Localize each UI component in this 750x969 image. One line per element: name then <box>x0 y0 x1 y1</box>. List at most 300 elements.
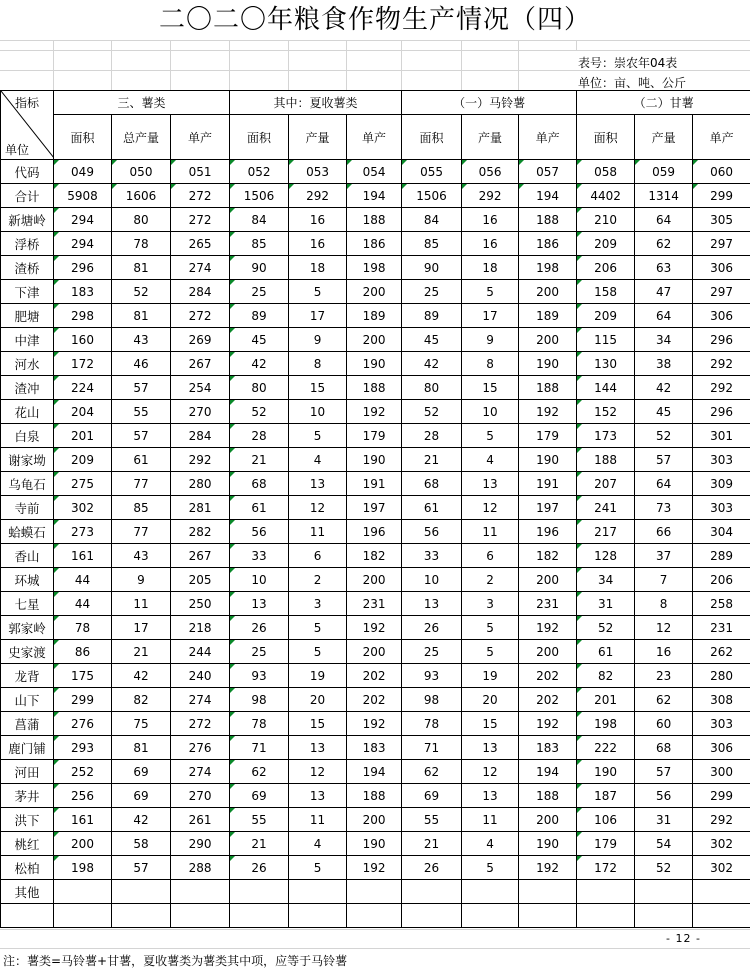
row-label: 渣桥 <box>1 256 54 280</box>
table-cell: 98 <box>230 688 289 712</box>
table-cell: 188 <box>519 208 577 232</box>
table-cell: 21 <box>112 640 171 664</box>
table-cell: 55 <box>402 808 462 832</box>
table-cell: 144 <box>577 376 635 400</box>
table-cell: 69 <box>112 784 171 808</box>
table-cell: 060 <box>693 160 750 184</box>
table-cell: 93 <box>230 664 289 688</box>
table-cell: 42 <box>112 664 171 688</box>
column-header: 产量 <box>289 115 347 160</box>
table-cell: 17 <box>289 304 347 328</box>
table-cell: 190 <box>519 448 577 472</box>
row-label: 下津 <box>1 280 54 304</box>
table-cell: 276 <box>54 712 112 736</box>
table-cell: 197 <box>347 496 402 520</box>
table-cell: 62 <box>230 760 289 784</box>
table-cell: 179 <box>577 832 635 856</box>
table-cell: 217 <box>577 520 635 544</box>
table-cell: 200 <box>347 280 402 304</box>
table-cell: 296 <box>693 328 750 352</box>
table-cell: 57 <box>635 760 693 784</box>
table-row <box>1 208 750 232</box>
table-cell: 57 <box>112 424 171 448</box>
table-cell: 191 <box>347 472 402 496</box>
row-label: 代码 <box>1 160 54 184</box>
table-cell: 160 <box>54 328 112 352</box>
total-row <box>1 184 750 208</box>
table-row <box>1 640 750 664</box>
table-cell: 98 <box>402 688 462 712</box>
table-cell: 64 <box>635 208 693 232</box>
row-label: 中津 <box>1 328 54 352</box>
table-cell: 289 <box>693 544 750 568</box>
column-header: 单产 <box>519 115 577 160</box>
table-cell: 78 <box>54 616 112 640</box>
table-cell: 256 <box>54 784 112 808</box>
table-cell: 61 <box>577 640 635 664</box>
table-cell: 052 <box>230 160 289 184</box>
group-header: （二）甘薯 <box>577 91 750 115</box>
table-cell: 38 <box>635 352 693 376</box>
table-cell <box>289 904 347 928</box>
table-cell: 3 <box>289 592 347 616</box>
table-cell: 11 <box>289 520 347 544</box>
table-cell: 265 <box>171 232 230 256</box>
row-label: 河水 <box>1 352 54 376</box>
column-header: 产量 <box>635 115 693 160</box>
table-row <box>1 472 750 496</box>
table-cell: 4402 <box>577 184 635 208</box>
table-cell: 31 <box>577 592 635 616</box>
table-cell: 33 <box>230 544 289 568</box>
table-cell: 206 <box>577 256 635 280</box>
footnote: 注：薯类=马铃薯+甘薯，夏收薯类为薯类其中项，应等于马铃薯 <box>3 952 347 969</box>
table-cell: 1606 <box>112 184 171 208</box>
table-cell: 5 <box>462 280 519 304</box>
table-cell <box>402 880 462 904</box>
table-cell <box>171 880 230 904</box>
table-row <box>1 376 750 400</box>
table-cell: 18 <box>289 256 347 280</box>
table-cell: 68 <box>635 736 693 760</box>
table-cell: 68 <box>230 472 289 496</box>
table-cell: 11 <box>462 808 519 832</box>
table-cell: 190 <box>577 760 635 784</box>
table-cell: 300 <box>693 760 750 784</box>
table-cell: 57 <box>112 376 171 400</box>
table-cell: 16 <box>462 232 519 256</box>
table-row <box>1 280 750 304</box>
table-cell: 21 <box>402 448 462 472</box>
table-cell: 12 <box>635 616 693 640</box>
table-cell: 16 <box>289 232 347 256</box>
table-cell: 8 <box>635 592 693 616</box>
unit-line: 单位：亩、吨、公斤 <box>578 74 686 91</box>
table-cell <box>635 904 693 928</box>
table-cell: 16 <box>635 640 693 664</box>
table-cell: 201 <box>577 688 635 712</box>
row-label: 河田 <box>1 760 54 784</box>
table-cell: 172 <box>54 352 112 376</box>
table-cell: 258 <box>693 592 750 616</box>
table-cell: 25 <box>230 640 289 664</box>
table-cell: 209 <box>577 232 635 256</box>
table-cell: 19 <box>462 664 519 688</box>
table-cell: 188 <box>519 784 577 808</box>
table-cell: 46 <box>112 352 171 376</box>
table-cell <box>635 880 693 904</box>
table-cell: 218 <box>171 616 230 640</box>
table-cell: 37 <box>635 544 693 568</box>
row-label: 花山 <box>1 400 54 424</box>
table-row <box>1 856 750 880</box>
table-cell: 17 <box>462 304 519 328</box>
table-cell: 202 <box>519 664 577 688</box>
table-cell: 302 <box>693 856 750 880</box>
table-cell: 231 <box>347 592 402 616</box>
table-cell: 250 <box>171 592 230 616</box>
table-cell: 272 <box>171 208 230 232</box>
table-cell: 202 <box>347 688 402 712</box>
table-cell: 45 <box>635 400 693 424</box>
column-header: 单产 <box>693 115 750 160</box>
table-cell: 189 <box>519 304 577 328</box>
table-cell: 302 <box>693 832 750 856</box>
table-cell: 161 <box>54 544 112 568</box>
table-cell: 281 <box>171 496 230 520</box>
row-label: 合计 <box>1 184 54 208</box>
table-cell: 13 <box>462 784 519 808</box>
table-cell <box>289 880 347 904</box>
table-cell <box>171 904 230 928</box>
table-cell: 293 <box>54 736 112 760</box>
table-cell: 1506 <box>230 184 289 208</box>
table-cell: 61 <box>402 496 462 520</box>
table-cell: 78 <box>402 712 462 736</box>
table-cell: 5 <box>289 616 347 640</box>
table-cell: 4 <box>462 448 519 472</box>
table-row <box>1 664 750 688</box>
table-cell: 194 <box>347 184 402 208</box>
code-row <box>1 160 750 184</box>
table-cell: 200 <box>519 808 577 832</box>
table-cell: 057 <box>519 160 577 184</box>
table-cell: 303 <box>693 712 750 736</box>
table-cell: 57 <box>112 856 171 880</box>
table-cell: 190 <box>519 832 577 856</box>
table-cell: 267 <box>171 352 230 376</box>
table-cell: 75 <box>112 712 171 736</box>
table-cell: 274 <box>171 256 230 280</box>
table-cell: 244 <box>171 640 230 664</box>
table-cell: 43 <box>112 544 171 568</box>
column-header: 面积 <box>54 115 112 160</box>
table-cell: 202 <box>347 664 402 688</box>
table-cell: 296 <box>693 400 750 424</box>
table-cell: 61 <box>230 496 289 520</box>
table-cell: 194 <box>347 760 402 784</box>
table-cell: 28 <box>230 424 289 448</box>
table-cell: 69 <box>230 784 289 808</box>
table-row <box>1 544 750 568</box>
table-cell: 282 <box>171 520 230 544</box>
table-cell: 186 <box>519 232 577 256</box>
table-cell: 299 <box>693 184 750 208</box>
table-cell: 200 <box>519 640 577 664</box>
table-cell: 049 <box>54 160 112 184</box>
table-cell: 20 <box>462 688 519 712</box>
table-cell: 297 <box>693 232 750 256</box>
table-cell: 273 <box>54 520 112 544</box>
table-cell: 179 <box>519 424 577 448</box>
table-cell: 33 <box>402 544 462 568</box>
table-cell <box>462 880 519 904</box>
table-cell <box>519 904 577 928</box>
table-cell: 270 <box>171 400 230 424</box>
column-header: 单产 <box>171 115 230 160</box>
table-row <box>1 760 750 784</box>
table-cell: 206 <box>693 568 750 592</box>
table-cell: 66 <box>635 520 693 544</box>
column-header: 总产量 <box>112 115 171 160</box>
corner-header <box>1 91 54 160</box>
table-cell: 182 <box>519 544 577 568</box>
table-cell: 196 <box>519 520 577 544</box>
row-label: 环城 <box>1 568 54 592</box>
table-cell: 2 <box>462 568 519 592</box>
table-cell: 306 <box>693 304 750 328</box>
column-header: 面积 <box>402 115 462 160</box>
table-cell: 276 <box>171 736 230 760</box>
table-cell: 254 <box>171 376 230 400</box>
group-header: 三、薯类 <box>54 91 230 115</box>
table-cell: 200 <box>519 568 577 592</box>
table-cell: 292 <box>171 448 230 472</box>
table-cell: 13 <box>462 736 519 760</box>
table-cell: 85 <box>230 232 289 256</box>
table-cell: 051 <box>171 160 230 184</box>
table-cell: 200 <box>519 328 577 352</box>
table-cell: 4 <box>289 832 347 856</box>
table-cell: 303 <box>693 496 750 520</box>
table-cell: 190 <box>347 448 402 472</box>
table-cell: 298 <box>54 304 112 328</box>
table-cell: 106 <box>577 808 635 832</box>
table-cell: 12 <box>289 760 347 784</box>
table-cell: 224 <box>54 376 112 400</box>
table-row <box>1 232 750 256</box>
table-cell: 272 <box>171 304 230 328</box>
table-cell: 80 <box>112 208 171 232</box>
table-cell: 69 <box>402 784 462 808</box>
table-cell: 56 <box>230 520 289 544</box>
table-cell: 85 <box>112 496 171 520</box>
table-cell: 80 <box>402 376 462 400</box>
table-cell: 188 <box>347 784 402 808</box>
table-cell: 86 <box>54 640 112 664</box>
table-row <box>1 448 750 472</box>
row-label: 蛤蟆石 <box>1 520 54 544</box>
table-cell <box>54 880 112 904</box>
table-cell: 115 <box>577 328 635 352</box>
table-cell: 82 <box>112 688 171 712</box>
table-cell: 34 <box>577 568 635 592</box>
column-header: 产量 <box>462 115 519 160</box>
table-cell: 56 <box>402 520 462 544</box>
row-label <box>1 904 54 928</box>
table-cell: 192 <box>519 856 577 880</box>
table-cell: 183 <box>54 280 112 304</box>
row-label: 浮桥 <box>1 232 54 256</box>
row-label: 松柏 <box>1 856 54 880</box>
group-header: （一）马铃薯 <box>402 91 577 115</box>
table-cell <box>54 904 112 928</box>
table-cell: 241 <box>577 496 635 520</box>
table-cell: 52 <box>112 280 171 304</box>
table-cell: 80 <box>230 376 289 400</box>
table-cell: 4 <box>462 832 519 856</box>
table-row <box>1 424 750 448</box>
table-cell: 55 <box>230 808 289 832</box>
table-cell: 93 <box>402 664 462 688</box>
table-cell: 192 <box>519 712 577 736</box>
row-label: 茅井 <box>1 784 54 808</box>
table-row <box>1 616 750 640</box>
table-cell: 25 <box>402 640 462 664</box>
column-header: 单产 <box>347 115 402 160</box>
table-row <box>1 496 750 520</box>
table-cell: 8 <box>462 352 519 376</box>
table-cell <box>519 880 577 904</box>
table-cell: 26 <box>230 616 289 640</box>
table-cell <box>462 904 519 928</box>
table-cell: 303 <box>693 448 750 472</box>
table-cell: 5 <box>462 640 519 664</box>
table-cell: 69 <box>112 760 171 784</box>
table-cell: 294 <box>54 232 112 256</box>
table-cell: 222 <box>577 736 635 760</box>
table-cell: 45 <box>402 328 462 352</box>
table-cell: 190 <box>347 352 402 376</box>
table-cell: 304 <box>693 520 750 544</box>
table-cell: 82 <box>577 664 635 688</box>
table-cell: 200 <box>347 568 402 592</box>
table-cell: 61 <box>112 448 171 472</box>
table-cell: 200 <box>519 280 577 304</box>
table-cell: 6 <box>462 544 519 568</box>
table-cell: 15 <box>462 712 519 736</box>
table-cell: 056 <box>462 160 519 184</box>
table-row <box>1 880 750 904</box>
row-label: 白泉 <box>1 424 54 448</box>
table-cell: 240 <box>171 664 230 688</box>
table-cell: 308 <box>693 688 750 712</box>
table-row <box>1 784 750 808</box>
table-cell: 3 <box>462 592 519 616</box>
table-cell: 23 <box>635 664 693 688</box>
table-cell: 13 <box>402 592 462 616</box>
row-label: 鹿门铺 <box>1 736 54 760</box>
row-label: 寺前 <box>1 496 54 520</box>
table-body <box>1 160 750 928</box>
table-cell: 172 <box>577 856 635 880</box>
table-cell: 12 <box>462 760 519 784</box>
table-cell: 5 <box>462 424 519 448</box>
table-cell: 198 <box>519 256 577 280</box>
table-cell: 52 <box>635 424 693 448</box>
row-label: 七星 <box>1 592 54 616</box>
data-table <box>0 90 750 928</box>
row-label: 香山 <box>1 544 54 568</box>
table-cell: 43 <box>112 328 171 352</box>
table-row <box>1 688 750 712</box>
table-cell: 130 <box>577 352 635 376</box>
table-cell: 89 <box>230 304 289 328</box>
table-cell: 52 <box>402 400 462 424</box>
table-cell: 050 <box>112 160 171 184</box>
table-cell: 272 <box>171 184 230 208</box>
table-cell: 85 <box>402 232 462 256</box>
table-cell: 19 <box>289 664 347 688</box>
table-cell: 292 <box>693 376 750 400</box>
table-cell: 56 <box>635 784 693 808</box>
table-cell: 73 <box>635 496 693 520</box>
table-cell: 68 <box>402 472 462 496</box>
table-cell: 305 <box>693 208 750 232</box>
table-cell: 280 <box>693 664 750 688</box>
table-cell: 297 <box>693 280 750 304</box>
table-cell: 10 <box>462 400 519 424</box>
table-cell: 284 <box>171 424 230 448</box>
table-row <box>1 832 750 856</box>
table-cell: 26 <box>402 616 462 640</box>
table-cell: 197 <box>519 496 577 520</box>
table-row <box>1 304 750 328</box>
table-cell: 188 <box>347 208 402 232</box>
table-cell: 62 <box>402 760 462 784</box>
table-cell: 20 <box>289 688 347 712</box>
table-cell: 175 <box>54 664 112 688</box>
table-cell: 210 <box>577 208 635 232</box>
table-cell: 78 <box>230 712 289 736</box>
table-number: 表号：崇农年04表 <box>578 54 677 71</box>
row-label: 史家渡 <box>1 640 54 664</box>
table-cell: 192 <box>519 616 577 640</box>
table-cell: 284 <box>171 280 230 304</box>
table-cell: 81 <box>112 256 171 280</box>
table-cell: 055 <box>402 160 462 184</box>
table-cell: 262 <box>693 640 750 664</box>
table-cell: 194 <box>519 760 577 784</box>
table-row <box>1 736 750 760</box>
table-cell: 7 <box>635 568 693 592</box>
table-cell: 188 <box>347 376 402 400</box>
table-cell: 21 <box>230 832 289 856</box>
table-cell: 89 <box>402 304 462 328</box>
table-cell: 299 <box>54 688 112 712</box>
table-cell: 192 <box>347 400 402 424</box>
table-cell <box>347 880 402 904</box>
table-cell: 306 <box>693 736 750 760</box>
table-cell: 13 <box>289 736 347 760</box>
table-cell: 1506 <box>402 184 462 208</box>
page-title: 二〇二〇年粮食作物生产情况（四） <box>0 0 750 40</box>
table-cell: 058 <box>577 160 635 184</box>
table-cell: 5 <box>289 856 347 880</box>
table-cell: 64 <box>635 304 693 328</box>
table-cell: 306 <box>693 256 750 280</box>
table-cell: 292 <box>289 184 347 208</box>
